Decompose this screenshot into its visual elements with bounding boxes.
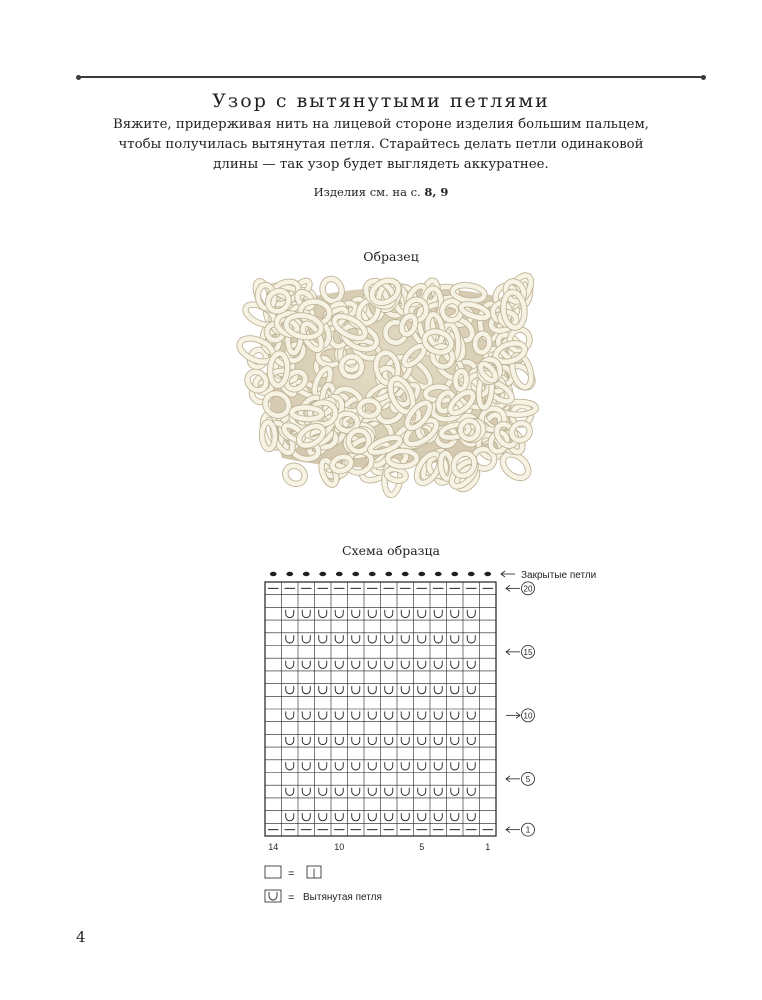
closed-loop-dot [484,572,491,576]
swatch-loops [236,271,536,495]
column-label: 5 [419,842,425,852]
closed-loop-dot [385,572,392,576]
column-label: 10 [334,842,345,852]
scheme-grid [265,582,496,836]
closed-loop-dot [369,572,376,576]
items-ref-prefix: Изделия см. на с. [313,185,421,199]
legend-equals-2: = [288,892,295,904]
column-label: 14 [268,842,279,852]
page-title: Узор с вытянутыми петлями [212,90,550,112]
closed-loop-dot [336,572,343,576]
rule-right-dot [701,75,706,80]
closed-loops-label: Закрытые петли [521,570,597,581]
column-labels [268,842,490,852]
items-ref-pages: 8, 9 [424,185,449,199]
closed-loop-dot [451,572,458,576]
closed-loop-dot [303,572,310,576]
legend-empty-cell [265,866,281,878]
intro-paragraph: Вяжите, придерживая нить на лицевой стороне изделия большим пальцем, чтобы получилась вытянутая петля. Старайтесь делать петли одинаковой длины — так узор будет выглядеть аккуратнее. [112,117,650,172]
header-rule [76,75,706,79]
scheme-caption: Схема образца [342,543,440,558]
closed-loop-dot [352,572,359,576]
closed-loop-dot [319,572,326,576]
sample-caption: Образец [363,249,419,264]
page-number: 4 [76,928,86,946]
items-reference [0,185,762,199]
closed-loop-dot [435,572,442,576]
rule-line [79,76,703,78]
row-marker-number: 15 [523,647,533,657]
knitted-loop-swatch-photo [234,268,546,508]
row-marker-number: 1 [525,825,531,835]
legend-equals-1: = [288,868,295,880]
legend-loop-label: Вытянутая петля [303,892,382,903]
closed-loop-dot [468,572,475,576]
knitting-scheme-chart [255,560,655,910]
closed-loop-dot [286,572,293,576]
legend-result-stroke: | [312,868,316,879]
closed-loop-dot [402,572,409,576]
row-marker-number: 5 [525,774,531,784]
closed-loop-dot [270,572,277,576]
row-marker-number: 10 [523,711,533,721]
column-label: 1 [485,842,491,852]
row-marker-number: 20 [523,584,533,594]
closed-loop-dot [418,572,425,576]
closed-loops-dots [270,572,491,576]
row-markers [506,582,535,836]
